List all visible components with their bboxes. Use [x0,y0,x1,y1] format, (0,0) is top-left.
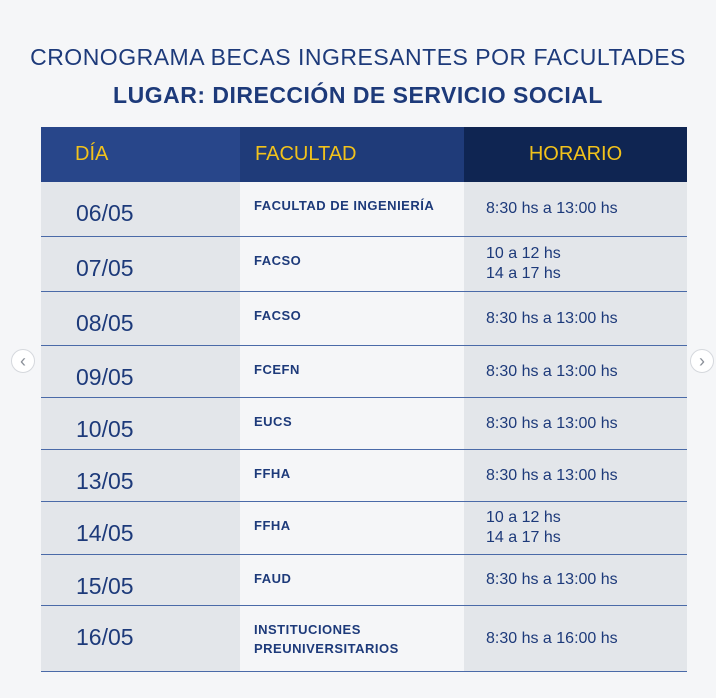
table-row [41,237,687,292]
facultad-line: EUCS [254,414,293,429]
cell-horario [464,502,687,554]
facultad-line: FACSO [254,308,302,323]
cell-horario [464,182,687,236]
page-subtitle: LUGAR: DIRECCIÓN DE SERVICIO SOCIAL [113,82,603,108]
horario-line: 10 a 12 hs [486,245,561,262]
cell-facultad [240,292,464,345]
cell-dia: 16/05 [41,606,240,671]
cell-dia: 15/05 [41,555,240,605]
cell-dia: 10/05 [41,398,240,449]
horario-line: 14 a 17 hs [486,529,561,546]
horario-line: 8:30 hs a 13:00 hs [486,309,618,327]
schedule-table [41,127,687,672]
facultad-line: FAUD [254,571,292,586]
carousel-prev-button[interactable] [11,349,35,373]
header-dia: DÍA [41,127,240,182]
cell-horario [464,555,687,605]
table-row [41,398,687,450]
horario-line: 8:30 hs a 13:00 hs [486,200,618,217]
facultad-line: PREUNIVERSITARIOS [254,641,399,656]
cell-facultad [240,606,464,671]
carousel-next-button[interactable] [690,349,714,373]
table-row [41,292,687,346]
cell-facultad [240,502,464,554]
table-body [41,182,687,672]
cell-horario [464,292,687,345]
cell-facultad [240,237,464,291]
table-row [41,502,687,555]
cell-horario [464,450,687,501]
horario-line: 8:30 hs a 13:00 hs [486,571,618,588]
facultad-line: FACSO [254,253,302,268]
facultad-line: FACULTAD DE INGENIERÍA [254,198,435,213]
horario-line: 10 a 12 hs [486,509,561,526]
table-row [41,182,687,237]
table-header [41,127,687,182]
cell-dia: 13/05 [41,450,240,501]
page-title: CRONOGRAMA BECAS INGRESANTES POR FACULTADES [30,44,686,70]
chevron-right-icon: › [699,351,705,371]
horario-line: 14 a 17 hs [486,265,561,282]
cell-facultad [240,555,464,605]
horario-line: 8:30 hs a 13:00 hs [486,414,618,432]
cell-facultad [240,346,464,397]
header-facultad: FACULTAD [240,127,464,182]
facultad-line: FFHA [254,466,291,481]
table-row [41,346,687,398]
header-horario: HORARIO [464,127,687,182]
cell-horario [464,346,687,397]
horario-line: 8:30 hs a 13:00 hs [486,466,618,484]
table-row [41,450,687,502]
cell-facultad [240,450,464,501]
cell-facultad [240,182,464,236]
facultad-line: FCEFN [254,362,300,377]
horario-line: 8:30 hs a 13:00 hs [486,362,618,380]
cell-dia: 08/05 [41,292,240,345]
chevron-left-icon: ‹ [20,351,26,371]
horario-line: 8:30 hs a 16:00 hs [486,629,618,647]
cell-horario [464,398,687,449]
table-row [41,555,687,606]
cell-dia: 09/05 [41,346,240,397]
cell-horario [464,606,687,671]
facultad-line: INSTITUCIONES [254,622,361,637]
cell-dia: 07/05 [41,237,240,291]
cell-horario [464,237,687,291]
cell-facultad [240,398,464,449]
facultad-line: FFHA [254,518,291,533]
table-row [41,606,687,672]
cell-dia: 14/05 [41,502,240,554]
cell-dia: 06/05 [41,182,240,236]
